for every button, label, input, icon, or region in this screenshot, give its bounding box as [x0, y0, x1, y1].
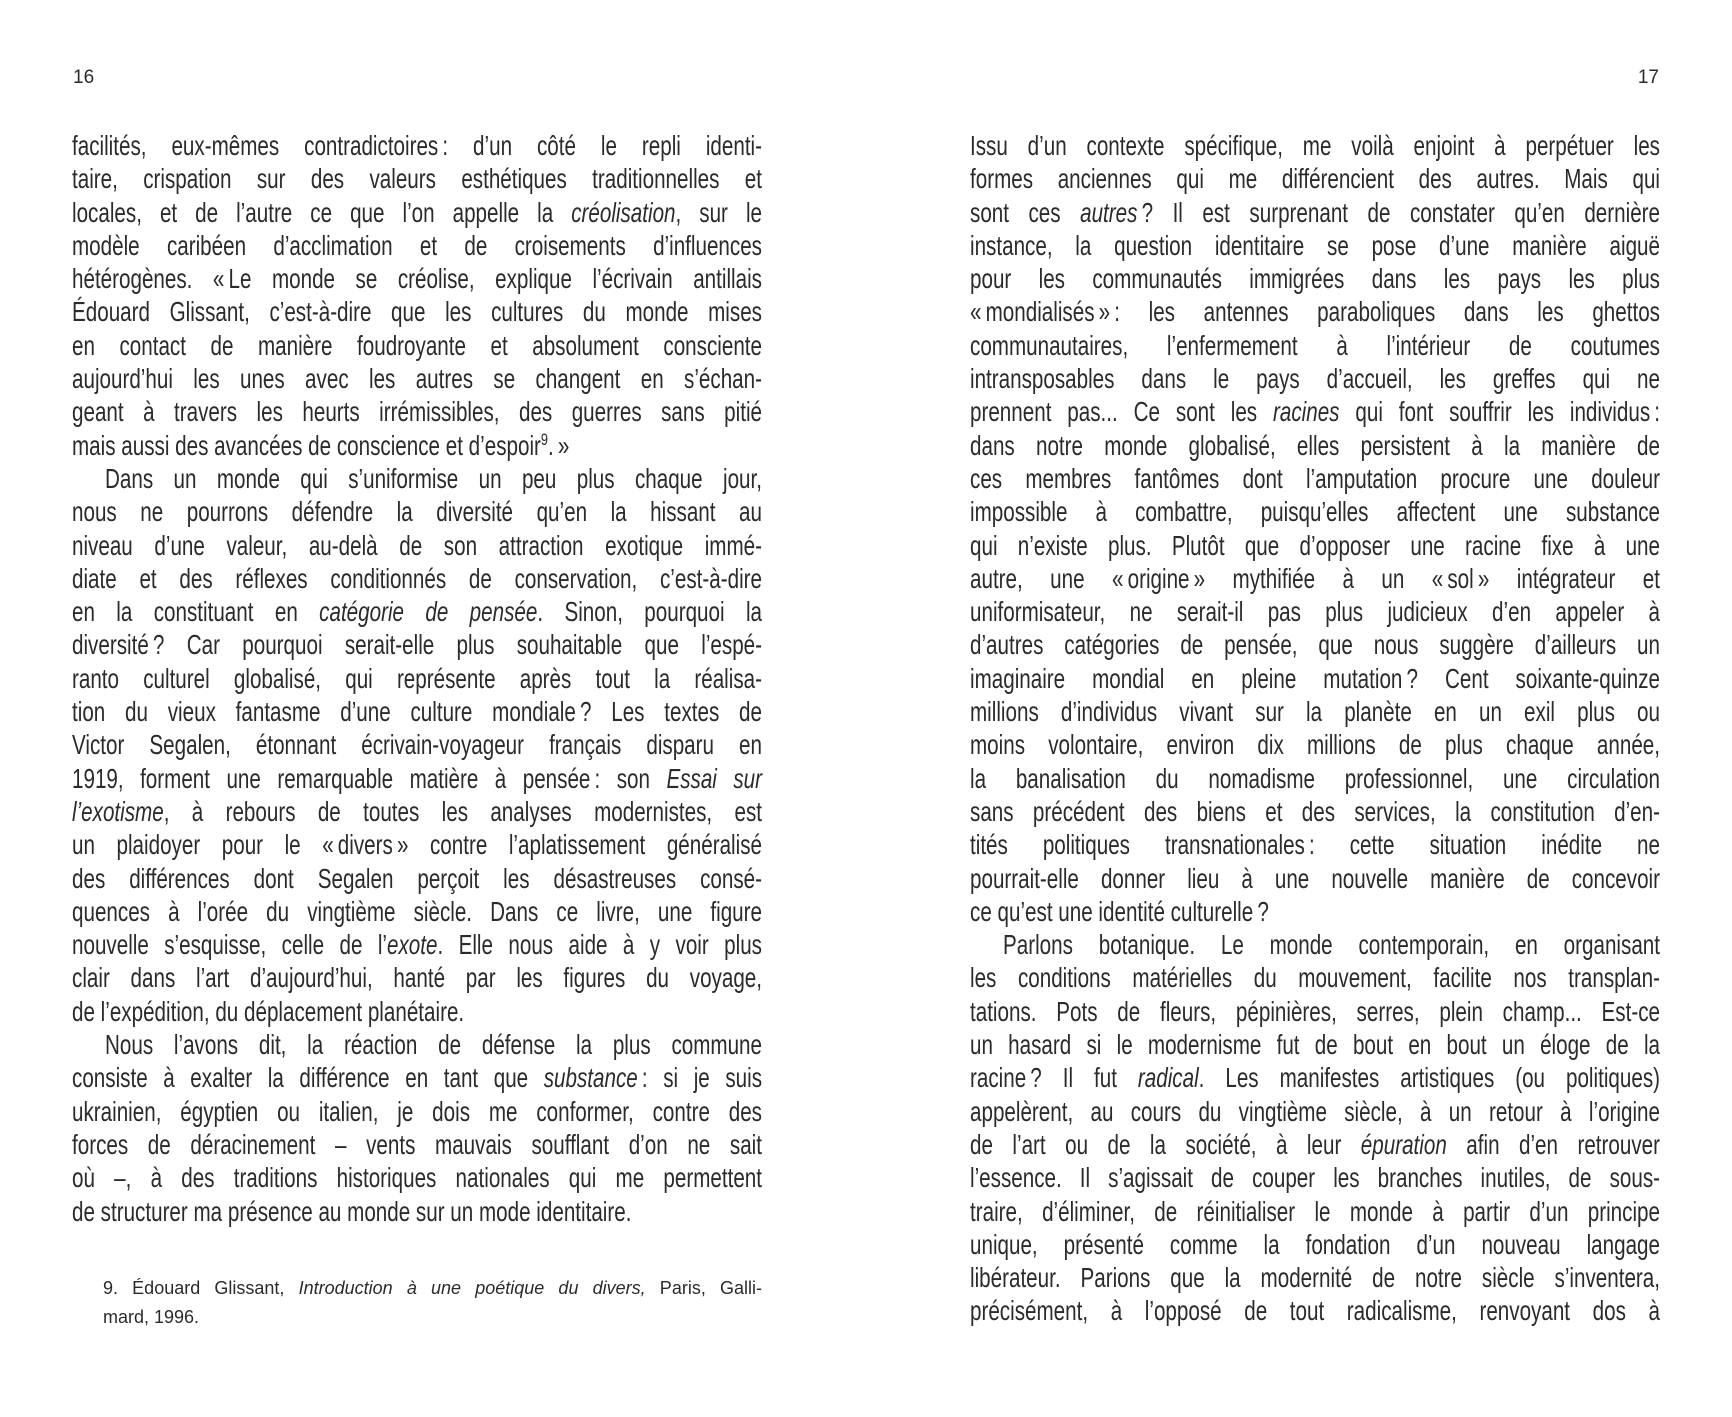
text-line: libérateur. Parions que la modernité de notre siècle s’inventera,: [970, 1262, 1660, 1294]
text-line: clair dans l’art d’aujourd’hui, hanté par les figures du voyage,: [72, 962, 762, 994]
text-line: mais aussi des avancées de conscience et d’espoir$^9$. »: [72, 429, 570, 461]
text-line: 9. Édouard Glissant, Introduction à une poétique du divers, Paris, Galli-: [103, 1278, 762, 1298]
text-line: locales, et de l’autre ce que l’on appelle la créolisation, sur le: [72, 196, 762, 228]
text-line: tités politiques transnationales : cette situation inédite ne: [970, 829, 1660, 861]
text-line: l’essence. Il s’agissait de couper les branches inutiles, de sous-: [970, 1162, 1660, 1194]
text-line: de structurer ma présence au monde sur un mode identitaire.: [72, 1195, 632, 1227]
text-line: Dans un monde qui s’uniformise un peu plus chaque jour,: [105, 462, 762, 494]
text-line: aujourd’hui les unes avec les autres se changent en s’échan-: [72, 363, 762, 395]
text-line: Parlons botanique. Le monde contemporain, en organisant: [1003, 929, 1660, 961]
text-line: les conditions matérielles du mouvement, facilite nos transplan-: [970, 962, 1660, 994]
text-line: en la constituant en catégorie de pensée. Sinon, pourquoi la: [72, 596, 762, 628]
text-line: Issu d’un contexte spécifique, me voilà enjoint à perpétuer les: [970, 130, 1660, 161]
text-line: mard, 1996.: [103, 1306, 200, 1327]
text-line: un plaidoyer pour le « divers » contre l’aplatissement généralisé: [72, 829, 762, 861]
text-line: la banalisation du nomadisme professionnel, une circulation: [970, 762, 1660, 794]
text-line: racine ? Il fut radical. Les manifestes artistiques (ou politiques): [970, 1062, 1660, 1094]
page-right-body-text: [970, 129, 1660, 1328]
text-line: forces de déracinement – vents mauvais soufflant d’on ne sait: [72, 1128, 762, 1160]
text-line: instance, la question identitaire se pose d’une manière aiguë: [970, 229, 1660, 261]
text-line: moins volontaire, environ dix millions de plus chaque année,: [970, 729, 1660, 761]
text-line: pour les communautés immigrées dans les pays les plus: [970, 263, 1660, 295]
text-line: impossible à combattre, puisqu’elles affectent une substance: [970, 496, 1660, 528]
text-line: de l’art ou de la société, à leur épuration afin d’en retrouver: [970, 1128, 1660, 1160]
text-line: sans précédent des biens et des services, la constitution d’en-: [970, 795, 1660, 827]
text-line: prennent pas... Ce sont les racines qui font souffrir les individus :: [970, 396, 1660, 428]
text-line: 1919, forment une remarquable matière à pensée : son Essai sur: [72, 762, 762, 794]
text-line: pourrait-elle donner lieu à une nouvelle manière de concevoir: [970, 862, 1660, 894]
text-line: de l’expédition, du déplacement planétaire.: [72, 995, 465, 1027]
text-line: taire, crispation sur des valeurs esthétiques traditionnelles et: [72, 163, 762, 195]
text-line: ukrainien, égyptien ou italien, je dois me conformer, contre des: [72, 1095, 762, 1127]
text-line: millions d’individus vivant sur la planète en un exil plus ou: [970, 696, 1660, 728]
page-left-footnote: [103, 1274, 762, 1331]
text-line: ranto culturel globalisé, qui représente après tout la réalisa-: [72, 662, 762, 694]
text-line: l’exotisme, à rebours de toutes les analyses modernistes, est: [72, 795, 762, 827]
text-line: appelèrent, au cours du vingtième siècle, à un retour à l’origine: [970, 1095, 1660, 1127]
text-line: Édouard Glissant, c’est-à-dire que les cultures du monde mises: [72, 296, 762, 328]
text-line: facilités, eux-mêmes contradictoires : d’un côté le repli identi-: [72, 130, 762, 161]
text-line: niveau d’une valeur, au-delà de son attraction exotique immé-: [72, 529, 762, 561]
text-line: où –, à des traditions historiques nationales qui me permettent: [72, 1162, 762, 1194]
text-line: unique, présenté comme la fondation d’un nouveau langage: [970, 1228, 1660, 1260]
text-line: tations. Pots de fleurs, pépinières, serres, plein champ... Est-ce: [970, 995, 1660, 1027]
text-line: ces membres fantômes dont l’amputation procure une douleur: [970, 462, 1660, 494]
text-line: qui n’existe plus. Plutôt que d’opposer une racine fixe à une: [970, 529, 1660, 561]
page-number-left: 16: [73, 67, 95, 88]
text-line: imaginaire mondial en pleine mutation ? Cent soixante-quinze: [970, 662, 1660, 694]
text-line: consiste à exalter la différence en tant que substance : si je suis: [72, 1062, 763, 1094]
page-number-right: 17: [1637, 67, 1659, 88]
text-line: communautaires, l’enfermement à l’intérieur de coutumes: [970, 329, 1660, 361]
text-line: hétérogènes. « Le monde se créolise, explique l’écrivain antillais: [72, 263, 762, 295]
text-line: diate et des réflexes conditionnés de conservation, c’est-à-dire: [72, 562, 762, 594]
text-line: d’autres catégories de pensée, que nous suggère d’ailleurs un: [970, 629, 1660, 661]
text-line: Nous l’avons dit, la réaction de défense la plus commune: [105, 1029, 762, 1061]
text-line: Victor Segalen, étonnant écrivain-voyageur français disparu en: [72, 729, 762, 761]
text-line: des différences dont Segalen perçoit les désastreuses consé-: [72, 862, 762, 894]
text-line: tion du vieux fantasme d’une culture mondiale ? Les textes de: [72, 696, 762, 728]
text-line: dans notre monde globalisé, elles persistent à la manière de: [970, 429, 1660, 461]
text-line: intransposables dans le pays d’accueil, les greffes qui ne: [970, 363, 1660, 395]
text-line: « mondialisés » : les antennes paraboliques dans les ghettos: [970, 296, 1660, 328]
text-line: traire, d’éliminer, de réinitialiser le monde à partir d’un principe: [970, 1195, 1660, 1227]
text-line: un hasard si le modernisme fut de bout en bout un éloge de la: [970, 1029, 1660, 1061]
text-line: modèle caribéen d’acclimation et de croisements d’influences: [72, 229, 762, 261]
text-line: nous ne pourrons défendre la diversité qu’en la hissant au: [72, 496, 762, 528]
text-line: sont ces autres ? Il est surprenant de constater qu’en dernière: [970, 196, 1661, 228]
text-line: autre, une « origine » mythifiée à un « sol » intégrateur et: [970, 562, 1660, 594]
page-left-body-text: [72, 129, 762, 1228]
text-line: diversité ? Car pourquoi serait-elle plus souhaitable que l’espé-: [72, 629, 762, 661]
text-line: uniformisateur, ne serait-il pas plus judicieux d’en appeler à: [970, 596, 1660, 628]
text-line: formes anciennes qui me différencient des autres. Mais qui: [970, 163, 1660, 195]
text-line: ce qu’est une identité culturelle ?: [970, 895, 1269, 927]
text-line: précisément, à l’opposé de tout radicalisme, renvoyant dos à: [970, 1295, 1660, 1327]
text-line: quences à l’orée du vingtième siècle. Dans ce livre, une figure: [72, 895, 762, 927]
text-line: nouvelle s’esquisse, celle de l’exote. Elle nous aide à y voir plus: [72, 929, 762, 961]
text-line: en contact de manière foudroyante et absolument consciente: [72, 329, 762, 361]
text-line: geant à travers les heurts irrémissibles, des guerres sans pitié: [72, 396, 762, 428]
